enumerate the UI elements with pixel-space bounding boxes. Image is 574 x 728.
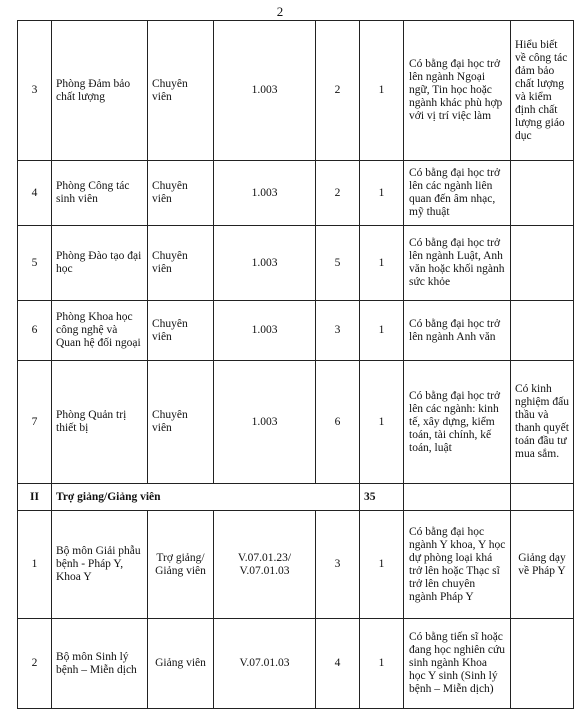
recruitment-table xyxy=(17,20,574,709)
note-cell xyxy=(511,619,574,709)
requirement-cell: Có bằng tiến sĩ hoặc đang học nghiên cứu sinh ngành Khoa học Y sinh (Sinh lý bệnh – Miễn dịch) xyxy=(404,619,511,709)
job-code-cell: 1.003 xyxy=(214,301,316,361)
note-cell xyxy=(511,301,574,361)
position-cell: Trợ giảng/ Giảng viên xyxy=(148,511,214,619)
requirement-cell: Có bằng đại học trở lên các ngành liên quan đến âm nhạc, mỹ thuật xyxy=(404,161,511,226)
page-number: 2 xyxy=(276,4,284,19)
table-row xyxy=(18,619,574,709)
section-code: II xyxy=(18,484,52,511)
job-code-cell: 1.003 xyxy=(214,21,316,161)
table-row xyxy=(18,161,574,226)
needed-count-cell: 1 xyxy=(360,361,404,484)
position-cell: Chuyên viên xyxy=(148,361,214,484)
requirement-cell: Có bằng đại học trở lên các ngành: kinh tế, xây dựng, kiểm toán, tài chính, kế toán, luật xyxy=(404,361,511,484)
position-cell: Chuyên viên xyxy=(148,21,214,161)
current-count-cell: 4 xyxy=(316,619,360,709)
current-count-cell: 2 xyxy=(316,21,360,161)
note-cell: Giảng dạy về Pháp Y xyxy=(511,511,574,619)
note-cell: Hiểu biết về công tác đảm bảo chất lượng và kiểm định chất lượng giáo dục xyxy=(511,21,574,161)
department-cell: Bộ môn Giải phẫu bệnh - Pháp Y, Khoa Y xyxy=(52,511,148,619)
current-count-cell: 3 xyxy=(316,511,360,619)
department-cell: Phòng Khoa học công nghệ và Quan hệ đối ngoại xyxy=(52,301,148,361)
job-code-cell: 1.003 xyxy=(214,226,316,301)
needed-count-cell: 1 xyxy=(360,161,404,226)
needed-count-cell: 1 xyxy=(360,226,404,301)
needed-count-cell: 1 xyxy=(360,619,404,709)
position-cell: Chuyên viên xyxy=(148,301,214,361)
note-cell xyxy=(511,484,574,511)
requirement-cell xyxy=(404,484,511,511)
requirement-cell: Có bằng đại học ngành Y khoa, Y học dự phòng loại khá trở lên hoặc Thạc sĩ trở lên chuyên ngành Pháp Y xyxy=(404,511,511,619)
section-total: 35 xyxy=(360,484,404,511)
position-cell: Chuyên viên xyxy=(148,226,214,301)
table-row xyxy=(18,361,574,484)
department-cell: Phòng Công tác sinh viên xyxy=(52,161,148,226)
row-index: 6 xyxy=(18,301,52,361)
section-title: Trợ giảng/Giảng viên xyxy=(52,484,360,511)
department-cell: Bộ môn Sinh lý bệnh – Miễn dịch xyxy=(52,619,148,709)
needed-count-cell: 1 xyxy=(360,511,404,619)
current-count-cell: 6 xyxy=(316,361,360,484)
section-row xyxy=(18,484,574,511)
requirement-cell: Có bằng đại học trở lên ngành Anh văn xyxy=(404,301,511,361)
requirement-cell: Có bằng đại học trở lên ngành Luật, Anh văn hoặc khối ngành sức khỏe xyxy=(404,226,511,301)
row-index: 5 xyxy=(18,226,52,301)
position-cell: Chuyên viên xyxy=(148,161,214,226)
department-cell: Phòng Đảm bảo chất lượng xyxy=(52,21,148,161)
job-code-cell: 1.003 xyxy=(214,161,316,226)
needed-count-cell: 1 xyxy=(360,21,404,161)
table-row xyxy=(18,511,574,619)
current-count-cell: 2 xyxy=(316,161,360,226)
row-index: 7 xyxy=(18,361,52,484)
current-count-cell: 5 xyxy=(316,226,360,301)
job-code-cell: 1.003 xyxy=(214,361,316,484)
job-code-cell: V.07.01.23/ V.07.01.03 xyxy=(214,511,316,619)
row-index: 1 xyxy=(18,511,52,619)
table-row xyxy=(18,21,574,161)
table-row xyxy=(18,301,574,361)
needed-count-cell: 1 xyxy=(360,301,404,361)
row-index: 3 xyxy=(18,21,52,161)
job-code-cell: V.07.01.03 xyxy=(214,619,316,709)
current-count-cell: 3 xyxy=(316,301,360,361)
department-cell: Phòng Đào tạo đại học xyxy=(52,226,148,301)
department-cell: Phòng Quản trị thiết bị xyxy=(52,361,148,484)
position-cell: Giảng viên xyxy=(148,619,214,709)
row-index: 4 xyxy=(18,161,52,226)
note-cell: Có kinh nghiệm đấu thầu và thanh quyết toán đầu tư mua sắm. xyxy=(511,361,574,484)
requirement-cell: Có bằng đại học trở lên ngành Ngoại ngữ, Tin học hoặc ngành khác phù hợp với vị trí việc làm xyxy=(404,21,511,161)
note-cell xyxy=(511,161,574,226)
note-cell xyxy=(511,226,574,301)
row-index: 2 xyxy=(18,619,52,709)
table-row xyxy=(18,226,574,301)
